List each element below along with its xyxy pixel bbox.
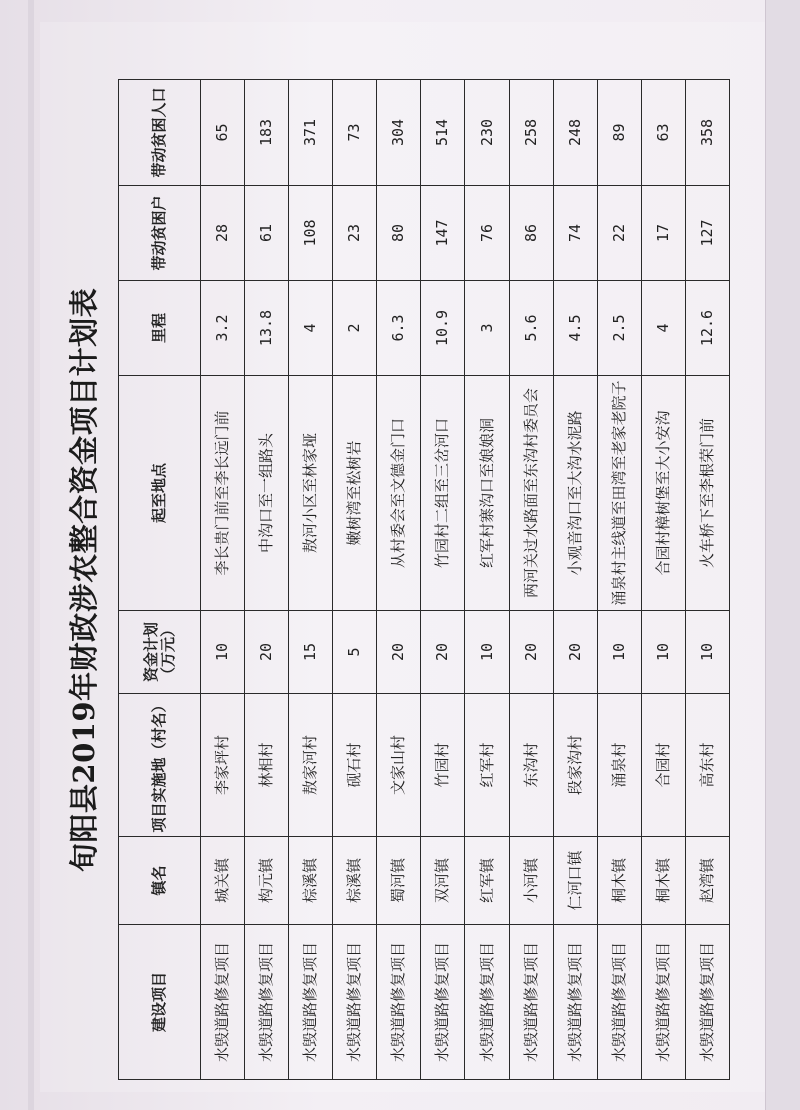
scan-right-edge <box>765 0 800 1110</box>
cell-funds: 20 <box>377 611 421 694</box>
cell-households: 22 <box>597 186 641 281</box>
cell-town: 棕溪镇 <box>333 837 377 925</box>
cell-town: 桐木镇 <box>641 837 685 925</box>
cell-town: 仁河口镇 <box>553 837 597 925</box>
cell-village: 涌泉村 <box>597 694 641 837</box>
cell-project: 水毁道路修复项目 <box>377 925 421 1080</box>
cell-route: 敖河小区至林家垭 <box>289 376 333 611</box>
cell-households: 127 <box>685 186 729 281</box>
table-row <box>465 80 509 1080</box>
project-plan-table <box>118 79 730 1080</box>
cell-project: 水毁道路修复项目 <box>465 925 509 1080</box>
cell-households: 108 <box>289 186 333 281</box>
header-village: 项目实施地（村名） <box>119 694 201 837</box>
cell-funds: 10 <box>597 611 641 694</box>
cell-population: 230 <box>465 80 509 186</box>
cell-funds: 10 <box>201 611 245 694</box>
table-row <box>201 80 245 1080</box>
cell-village: 文家山村 <box>377 694 421 837</box>
table-row <box>641 80 685 1080</box>
cell-route: 从村委会至文德金门口 <box>377 376 421 611</box>
cell-route: 合园村樟树堡至大小安沟 <box>641 376 685 611</box>
cell-mileage: 12.6 <box>685 281 729 376</box>
cell-households: 80 <box>377 186 421 281</box>
cell-population: 514 <box>421 80 465 186</box>
cell-town: 棕溪镇 <box>289 837 333 925</box>
cell-mileage: 13.8 <box>245 281 289 376</box>
cell-households: 61 <box>245 186 289 281</box>
cell-funds: 20 <box>553 611 597 694</box>
cell-households: 74 <box>553 186 597 281</box>
cell-village: 红军村 <box>465 694 509 837</box>
cell-route: 竹园村二组至三岔河口 <box>421 376 465 611</box>
table-row <box>289 80 333 1080</box>
cell-project: 水毁道路修复项目 <box>597 925 641 1080</box>
cell-population: 358 <box>685 80 729 186</box>
cell-village: 敖家河村 <box>289 694 333 837</box>
cell-project: 水毁道路修复项目 <box>201 925 245 1080</box>
cell-funds: 10 <box>465 611 509 694</box>
header-town: 镇名 <box>119 837 201 925</box>
cell-funds: 5 <box>333 611 377 694</box>
header-route: 起至地点 <box>119 376 201 611</box>
cell-route: 两河关过水路面至东沟村委员会 <box>509 376 553 611</box>
cell-funds: 20 <box>509 611 553 694</box>
cell-village: 砚石村 <box>333 694 377 837</box>
cell-population: 63 <box>641 80 685 186</box>
cell-route: 嫩树湾至松树岩 <box>333 376 377 611</box>
cell-mileage: 2 <box>333 281 377 376</box>
cell-village: 东沟村 <box>509 694 553 837</box>
cell-town: 红军镇 <box>465 837 509 925</box>
cell-households: 76 <box>465 186 509 281</box>
cell-project: 水毁道路修复项目 <box>641 925 685 1080</box>
cell-town: 蜀河镇 <box>377 837 421 925</box>
header-population: 带动贫困人口 <box>119 80 201 186</box>
table-row <box>509 80 553 1080</box>
cell-mileage: 5.6 <box>509 281 553 376</box>
header-households: 带动贫困户 <box>119 186 201 281</box>
cell-funds: 10 <box>641 611 685 694</box>
cell-project: 水毁道路修复项目 <box>553 925 597 1080</box>
cell-mileage: 10.9 <box>421 281 465 376</box>
cell-route: 火车桥下至李根荣门前 <box>685 376 729 611</box>
cell-village: 段家沟村 <box>553 694 597 837</box>
table-row <box>333 80 377 1080</box>
cell-route: 涌泉村主线道至田湾至老家老院子 <box>597 376 641 611</box>
cell-funds: 10 <box>685 611 729 694</box>
table-row <box>597 80 641 1080</box>
cell-funds: 15 <box>289 611 333 694</box>
cell-population: 65 <box>201 80 245 186</box>
cell-population: 248 <box>553 80 597 186</box>
cell-town: 桐木镇 <box>597 837 641 925</box>
cell-mileage: 3 <box>465 281 509 376</box>
cell-route: 中沟口至一组路头 <box>245 376 289 611</box>
table-header-row <box>119 80 201 1080</box>
cell-town: 赵湾镇 <box>685 837 729 925</box>
cell-project: 水毁道路修复项目 <box>245 925 289 1080</box>
rotated-document <box>60 80 750 1080</box>
cell-population: 89 <box>597 80 641 186</box>
cell-village: 林相村 <box>245 694 289 837</box>
cell-mileage: 3.2 <box>201 281 245 376</box>
cell-route: 李长贵门前至李长远门前 <box>201 376 245 611</box>
cell-mileage: 2.5 <box>597 281 641 376</box>
cell-population: 304 <box>377 80 421 186</box>
cell-project: 水毁道路修复项目 <box>685 925 729 1080</box>
cell-funds: 20 <box>421 611 465 694</box>
scan-margin-stripe <box>28 0 34 1110</box>
cell-route: 红军村寨沟口至娘娘洞 <box>465 376 509 611</box>
cell-households: 23 <box>333 186 377 281</box>
cell-funds: 20 <box>245 611 289 694</box>
cell-village: 李家坪村 <box>201 694 245 837</box>
cell-town: 构元镇 <box>245 837 289 925</box>
cell-mileage: 4.5 <box>553 281 597 376</box>
cell-mileage: 4 <box>289 281 333 376</box>
cell-population: 183 <box>245 80 289 186</box>
cell-households: 147 <box>421 186 465 281</box>
cell-town: 小河镇 <box>509 837 553 925</box>
header-funds: 资金计划（万元） <box>119 611 201 694</box>
table-row <box>421 80 465 1080</box>
cell-village: 合园村 <box>641 694 685 837</box>
cell-mileage: 4 <box>641 281 685 376</box>
cell-project: 水毁道路修复项目 <box>509 925 553 1080</box>
cell-households: 28 <box>201 186 245 281</box>
document-title: 旬阳县2019年财政涉农整合资金项目计划表 <box>67 287 101 873</box>
cell-households: 86 <box>509 186 553 281</box>
table-row <box>377 80 421 1080</box>
cell-population: 73 <box>333 80 377 186</box>
cell-route: 小观音沟口至大沟水泥路 <box>553 376 597 611</box>
table-row <box>245 80 289 1080</box>
cell-households: 17 <box>641 186 685 281</box>
cell-project: 水毁道路修复项目 <box>289 925 333 1080</box>
cell-population: 258 <box>509 80 553 186</box>
table-row <box>685 80 729 1080</box>
table-row <box>553 80 597 1080</box>
header-mileage: 里程 <box>119 281 201 376</box>
cell-project: 水毁道路修复项目 <box>333 925 377 1080</box>
cell-town: 双河镇 <box>421 837 465 925</box>
cell-mileage: 6.3 <box>377 281 421 376</box>
cell-village: 竹园村 <box>421 694 465 837</box>
cell-town: 城关镇 <box>201 837 245 925</box>
cell-village: 高东村 <box>685 694 729 837</box>
cell-population: 371 <box>289 80 333 186</box>
cell-project: 水毁道路修复项目 <box>421 925 465 1080</box>
header-project: 建设项目 <box>119 925 201 1080</box>
